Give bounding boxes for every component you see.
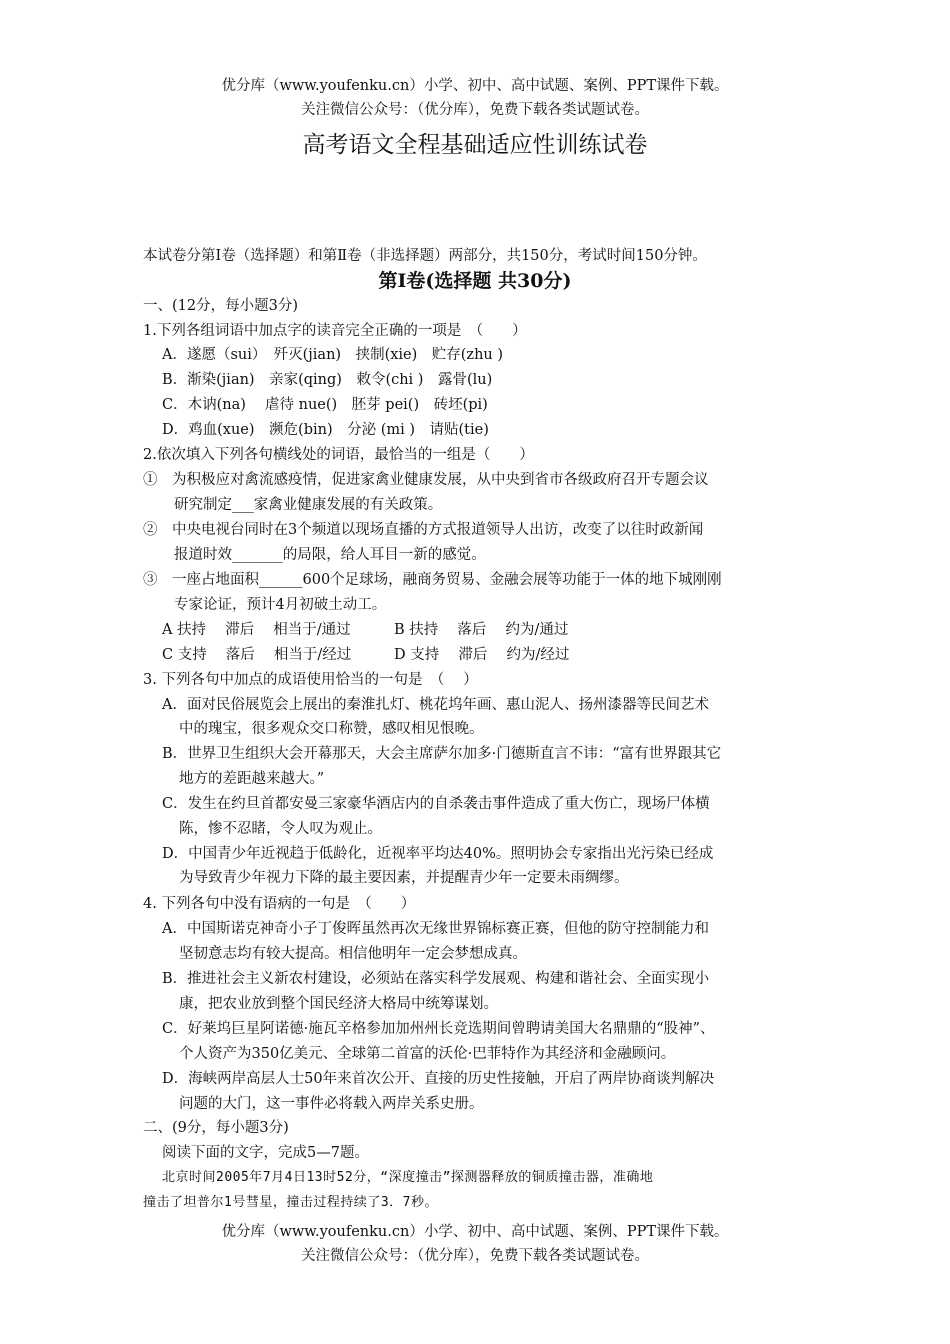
- passage-line-1: 北京时间2005年7月4日13时52分，“深度撞击”探测器释放的铜质撞击器，准确地: [162, 1170, 654, 1185]
- question-4-option-b-line1: B．推进社会主义新农村建设，必须站在落实科学发展观、构建和谐社会、全面实现小: [162, 971, 710, 987]
- question-2-sentence-3b: 专家论证，预计4月初破土动工。: [174, 597, 387, 613]
- header-line-2: 关注微信公众号：（优分库），免费下载各类试题试卷。: [301, 102, 649, 118]
- header-line-1: 优分库（www.youfenku.cn）小学、初中、高中试题、案例、PPT课件下载。: [221, 78, 729, 94]
- question-1-option-c: C．木讷(na) 虐待 nue() 胚芽 pei() 砖坯(pi): [162, 397, 488, 413]
- part-two-heading: 二、(9分，每小题3分): [143, 1120, 289, 1136]
- question-4-option-b-line2: 康，把农业放到整个国民经济大格局中统筹谋划。: [179, 996, 498, 1012]
- question-2-sentence-2a: ② 中央电视台同时在3个频道以现场直播的方式报道领导人出访，改变了以往时政新闻: [143, 522, 704, 538]
- question-2-sentence-3a: ③ 一座占地面积______600个足球场，融商务贸易、金融会展等功能于一体的地下城刚刚: [143, 572, 722, 588]
- footer-line-2: 关注微信公众号：（优分库），免费下载各类试题试卷。: [301, 1248, 649, 1264]
- section-title: 第I卷(选择题 共30分): [378, 270, 572, 292]
- question-4-option-d-line2: 问题的大门，这一事件必将载入两岸关系史册。: [179, 1096, 484, 1112]
- question-3-stem: 3. 下列各句中加点的成语使用恰当的一句是 （ ）: [143, 672, 478, 688]
- question-3-option-c-line2: 陈，惨不忍睹，令人叹为观止。: [179, 821, 382, 837]
- question-4-option-a-line2: 坚韧意志均有较大提高。相信他明年一定会梦想成真。: [179, 946, 527, 962]
- question-1-option-b: B．渐染(jian) 亲家(qing) 敕令(chi ) 露骨(lu): [162, 372, 493, 388]
- question-2-sentence-1b: 研究制定___家禽业健康发展的有关政策。: [174, 497, 443, 513]
- question-3-option-b-line1: B．世界卫生组织大会开幕那天，大会主席萨尔加多·门德斯直言不讳：“富有世界跟其它: [162, 746, 722, 762]
- question-3-option-b-line2: 地方的差距越来越大。”: [179, 771, 325, 787]
- question-4-option-c-line1: C．好莱坞巨星阿诺德·施瓦辛格参加加州州长竞选期间曾聘请美国大名鼎鼎的“股神”、: [162, 1021, 715, 1037]
- question-3-option-c-line1: C．发生在约旦首都安曼三家豪华酒店内的自杀袭击事件造成了重大伤亡，现场尸体横: [162, 796, 710, 812]
- question-4-option-c-line2: 个人资产为350亿美元、全球第二首富的沃伦·巴菲特作为其经济和金融顾问。: [179, 1046, 676, 1062]
- question-2-sentence-1a: ① 为积极应对禽流感疫情，促进家禽业健康发展，从中央到省市各级政府召开专题会议: [143, 472, 709, 488]
- exam-intro: 本试卷分第Ⅰ卷（选择题）和第Ⅱ卷（非选择题）两部分，共150分，考试时间150分钟。: [143, 248, 707, 264]
- question-2-stem: 2.依次填入下列各句横线处的词语，最恰当的一组是（ ）: [143, 447, 534, 463]
- question-2-sentence-2b: 报道时效_______的局限，给人耳目一新的感觉。: [174, 547, 486, 563]
- question-1-option-a: A．遂愿（sui） 歼灭(jian) 挟制(xie) 贮存(zhu ): [162, 347, 504, 363]
- page-title: 高考语文全程基础适应性训练试卷: [302, 132, 648, 158]
- question-2-option-d: D 支持 滞后 约为/经过: [394, 647, 570, 663]
- question-1-option-d: D．鸡血(xue) 濒危(bin) 分泌 (mi ) 请贴(tie): [162, 422, 489, 438]
- footer-line-1: 优分库（www.youfenku.cn）小学、初中、高中试题、案例、PPT课件下载。: [221, 1224, 729, 1240]
- question-4-stem: 4. 下列各句中没有语病的一句是 （ ）: [143, 896, 416, 912]
- part-one-heading: 一、(12分，每小题3分): [143, 298, 298, 314]
- question-1-stem: 1.下列各组词语中加点字的读音完全正确的一项是 （ ）: [143, 323, 527, 339]
- question-3-option-d-line2: 为导致青少年视力下降的最主要因素，并提醒青少年一定要未雨绸缪。: [179, 870, 629, 886]
- question-3-option-d-line1: D．中国青少年近视趋于低龄化，近视率平均达40%。照明协会专家指出光污染已经成: [162, 846, 714, 862]
- question-2-option-a: A 扶持 滞后 相当于/通过: [162, 622, 351, 638]
- question-3-option-a-line2: 中的瑰宝，很多观众交口称赞，感叹相见恨晚。: [179, 721, 484, 737]
- reading-intro: 阅读下面的文字，完成5—7题。: [162, 1145, 369, 1161]
- question-3-option-a-line1: A．面对民俗展览会上展出的秦淮扎灯、桃花坞年画、惠山泥人、扬州漆器等民间艺术: [162, 697, 709, 713]
- question-4-option-d-line1: D．海峡两岸高层人士50年来首次公开、直接的历史性接触，开启了两岸协商谈判解决: [162, 1071, 715, 1087]
- question-4-option-a-line1: A．中国斯诺克神奇小子丁俊晖虽然再次无缘世界锦标赛正赛，但他的防守控制能力和: [162, 921, 709, 937]
- question-2-option-c: C 支持 落后 相当于/经过: [162, 647, 352, 663]
- question-2-option-b: B 扶持 落后 约为/通过: [394, 622, 569, 638]
- passage-line-2: 撞击了坦普尔1号彗星，撞击过程持续了3．7秒。: [143, 1195, 438, 1210]
